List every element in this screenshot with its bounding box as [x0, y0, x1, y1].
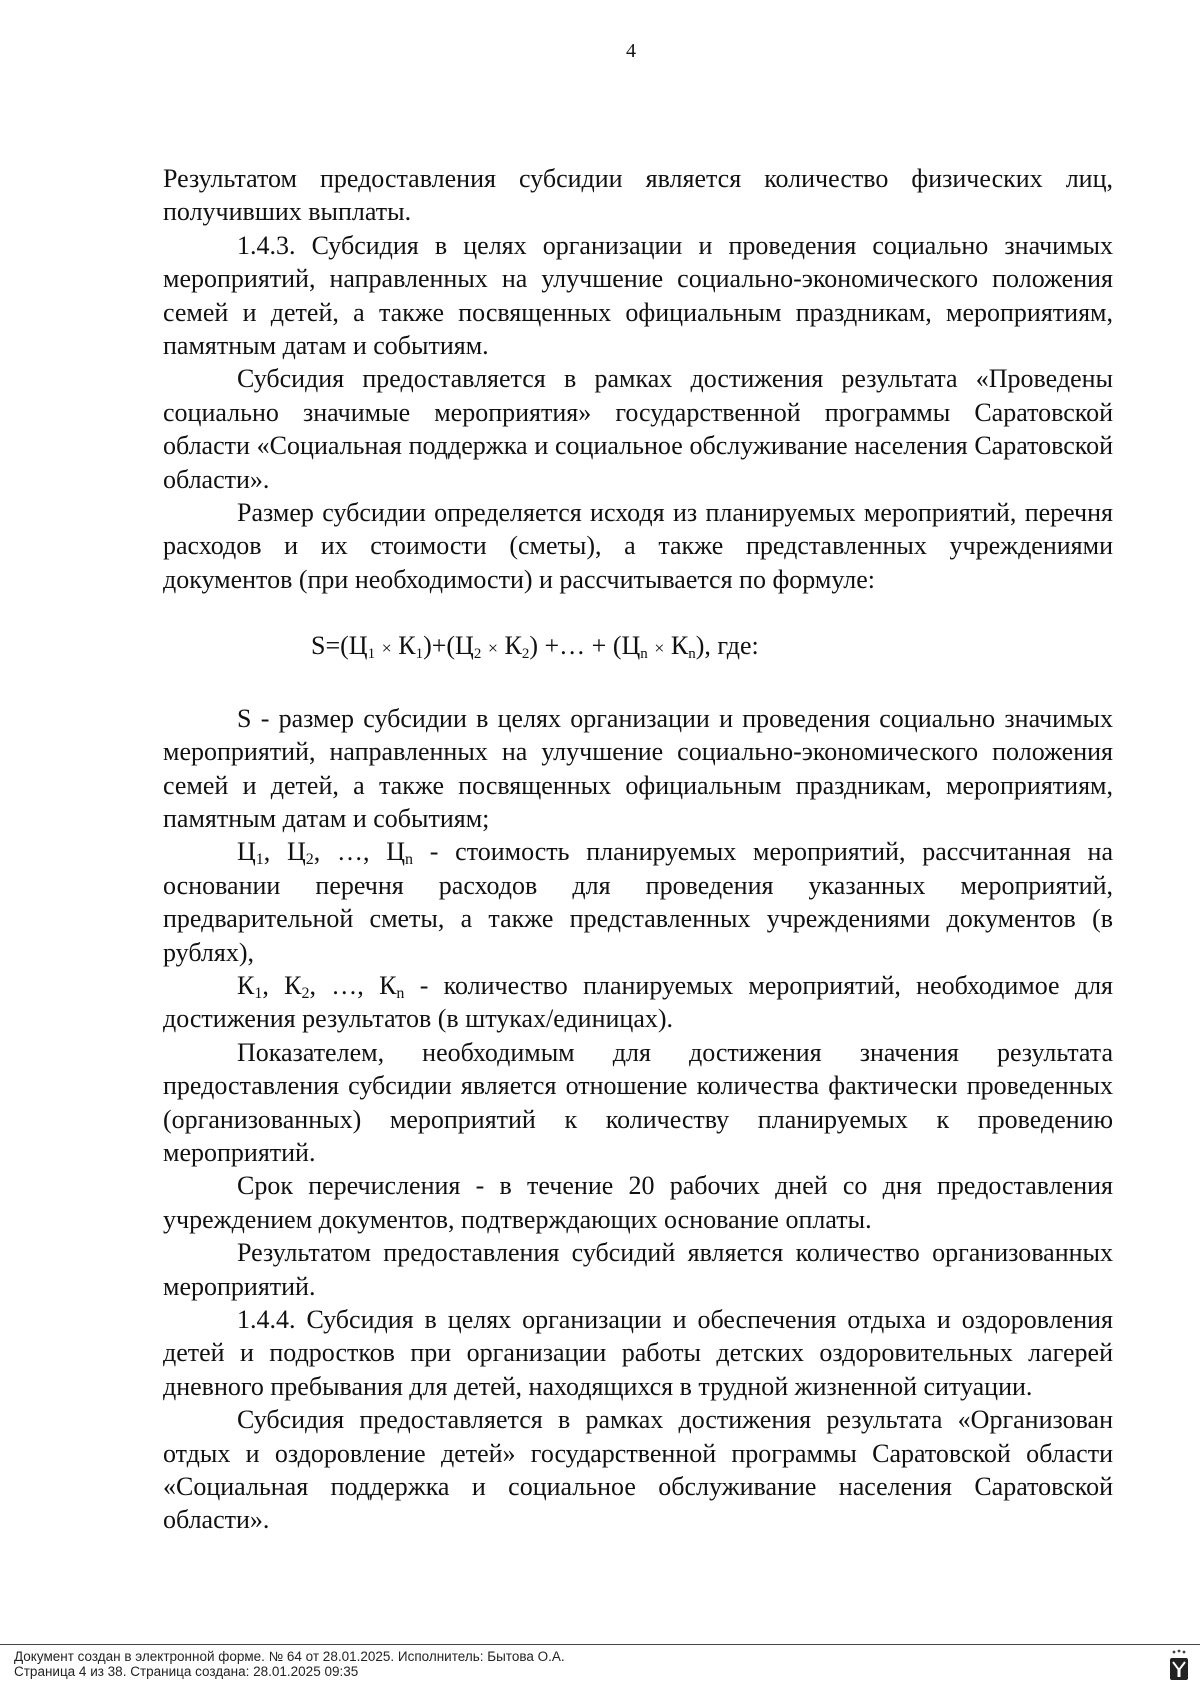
paragraph: Размер субсидии определяется исходя из планируемых мероприятий, перечня расходов и их стоимости (сметы), а также представленных учреждениями документов (при необходимости) и рассчитывается по формуле:	[163, 498, 1113, 594]
paragraph: 1.4.4. Субсидия в целях организации и обеспечения отдыха и оздоровления детей и подростков при организации работы детских оздоровительных лагерей дневного пребывания для детей, находящихся в трудной жизненной ситуации.	[163, 1305, 1113, 1401]
subsidy-formula: $S=(Ц_1 \times К_1)+(Ц_2 \times К_2)$ +… + $(Ц_n \times К_n)$, где:	[311, 631, 759, 663]
footer-line-2: Страница 4 из 38. Страница создана: 28.01.2025 09:35	[14, 1664, 359, 1679]
definition-k: $К_1$, $К_2$, …, $К_n$ - количество планируемых мероприятий, необходимое для достижения результатов (в штуках/единицах).	[163, 970, 1114, 1034]
footer-line-1: Документ создан в электронной форме. № 64 от 28.01.2025. Исполнитель: Бытова О.А.	[14, 1649, 565, 1664]
definition-s: S - размер субсидии в целях организации и проведения социально значимых мероприятий, направленных на улучшение социально-экономического положения семей и детей, а также посвященных официальным праздникам, мероприятиям, памятным датам и событиям;	[163, 703, 1113, 833]
paragraph: Срок перечисления - в течение 20 рабочих дней со дня предоставления учреждением документов, подтверждающих основание оплаты.	[163, 1171, 1113, 1234]
paragraph: Результатом предоставления субсидий является количество организованных мероприятий.	[163, 1238, 1113, 1301]
paragraph: 1.4.3. Субсидия в целях организации и проведения социально значимых мероприятий, направленных на улучшение социально-экономического положения семей и детей, а также посвященных официальным праздникам, мероприятиям, памятным датам и событиям.	[163, 230, 1113, 361]
definition-c: $Ц_1$, $Ц_2$, …, $Ц_n$ - стоимость планируемых мероприятий, рассчитанная на основании перечня расходов для проведения указанных мероприятий, предварительной сметы, а также представленных учреждениями документов (в рублях),	[163, 837, 1114, 967]
document-footer	[14, 1649, 565, 1679]
paragraph: Субсидия предоставляется в рамках достижения результата «Организован отдых и оздоровление детей» государственной программы Саратовской области «Социальная поддержка и социальное обслуживание населения Саратовской области».	[163, 1405, 1113, 1535]
paragraph: Результатом предоставления субсидии является количество физических лиц, получивших выплаты.	[163, 164, 1113, 227]
footer-divider	[0, 1644, 1200, 1645]
page-number: 4	[626, 40, 636, 62]
coat-of-arms-icon	[1168, 1648, 1190, 1682]
paragraph: Показателем, необходимым для достижения значения результата предоставления субсидии является отношение количества фактически проведенных (организованных) мероприятий к количеству планируемых к проведению мероприятий.	[163, 1037, 1113, 1167]
document-body	[163, 162, 1113, 1537]
paragraph: Субсидия предоставляется в рамках достижения результата «Проведены социально значимые мероприятия» государственной программы Саратовской области «Социальная поддержка и социальное обслуживание населения Саратовской области».	[163, 364, 1113, 494]
